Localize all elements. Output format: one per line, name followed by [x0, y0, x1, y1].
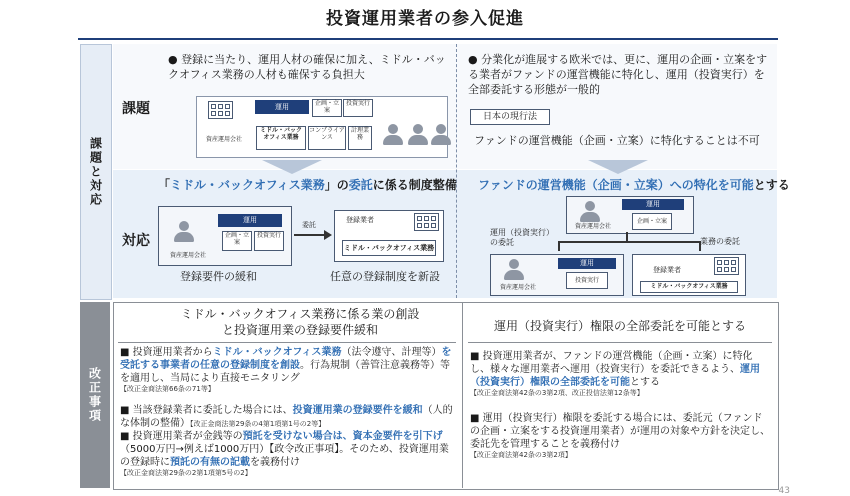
bullet-square-icon: ■ — [120, 347, 133, 358]
bullet-square-icon: ■ — [120, 405, 133, 416]
item-text: 当該登録業者に委託した場合には、 — [132, 405, 293, 416]
response-label: 対応 — [122, 233, 150, 249]
itaku-arrow-head — [324, 230, 332, 240]
item-reference: 【改正金商法第29条の4第1項第1号の2等】 — [190, 420, 326, 428]
law-label: 日本の現行法 — [470, 109, 550, 125]
keiri-box: 計理業務 — [348, 126, 372, 150]
company-label: 資産運用会社 — [499, 284, 536, 291]
person-icon — [504, 259, 524, 280]
title-rule — [78, 38, 778, 40]
page-title: 投資運用業者の参入促進 — [326, 9, 524, 29]
item-highlight: を受託する事業者の任意の登録制度を創設 — [120, 347, 452, 371]
middle-box: ミドル・バックオフィス業務 — [640, 281, 738, 293]
bullet-square-icon: ■ — [470, 413, 483, 424]
bottom-left-rule — [118, 342, 456, 343]
heading-highlight: ファンドの運営機能（企画・立案）への特化を可能 — [478, 178, 754, 192]
company-label: 資産運用会社 — [205, 136, 242, 143]
connector-line — [560, 241, 700, 243]
side-label-bottom: 改正事項 — [80, 302, 110, 488]
person-icon — [383, 124, 403, 145]
right-response-heading — [478, 176, 790, 193]
bottom-left-item-2 — [120, 404, 454, 430]
left-response-heading — [158, 176, 457, 193]
left-down-arrow — [262, 160, 322, 174]
bottom-left-item-1 — [120, 346, 454, 394]
item-text: （法令遵守、計理等） — [341, 347, 442, 358]
item-highlight: 投資運用業の登録要件を緩和 — [292, 405, 423, 416]
item-reference: 【改正金商法第66条の71等】 — [120, 385, 215, 393]
unyo-label: 運用 — [558, 258, 616, 269]
right-down-arrow — [588, 160, 648, 174]
unyo-itaku-label: 運用（投資実行）の委託 — [490, 228, 554, 247]
bottom-right-item-1 — [470, 350, 772, 398]
middle-box: ミドル・バックオフィス業務 — [342, 240, 436, 256]
building-icon — [414, 213, 439, 231]
bottom-left-item-3 — [120, 430, 454, 478]
item-text: 投資運用業者から — [132, 347, 213, 358]
kikaku-box: 企画・立案 — [312, 99, 342, 117]
item-text: （5000万円→例えば1000万円）【政令改正事項】。そのため、投資運用業の登録時に — [120, 444, 449, 468]
item-text: 投資運用業者が金銭等の — [132, 431, 243, 442]
item-text: 運用（投資実行）権限を委託する場合には、委託元（ファンドの企画・立案をする投資運用業者）が運用の対象や方針を決定し、委託先を管理することを義務付け — [470, 413, 770, 450]
vertical-divider — [456, 44, 457, 298]
person-icon — [408, 124, 428, 145]
compliance-box: コンプライアンス — [308, 126, 346, 150]
toshi-box: 投資実行 — [566, 272, 608, 289]
itaku-label: 委託 — [302, 221, 316, 229]
toshi-box: 投資実行 — [343, 99, 373, 117]
kikaku-box: 企画・立案 — [632, 213, 672, 230]
item-highlight: 預託を受けない場合は、資本金要件を引下げ — [242, 431, 443, 442]
item-reference: 【改正金商法第42条の3第2項】 — [470, 451, 572, 459]
bottom-right-rule — [468, 342, 772, 343]
page-number: 43 — [778, 486, 790, 496]
tourokusha-label: 登録業者 — [346, 216, 374, 224]
bullet-square-icon: ■ — [120, 431, 133, 442]
person-icon — [174, 221, 194, 242]
item-text: を義務付け — [250, 457, 300, 468]
building-icon — [208, 101, 233, 119]
connector-line — [626, 232, 628, 242]
unyo-label: 運用 — [622, 199, 684, 210]
connector-line — [558, 241, 560, 251]
issue-label: 課題 — [122, 101, 150, 117]
amendments-divider — [462, 302, 463, 488]
item-highlight: ミドル・バックオフィス業務 — [212, 347, 342, 358]
gyomu-itaku-label: 業務の委託 — [700, 237, 740, 246]
left-issue-bullet: ● 登録に当たり、運用人材の確保に加え、ミドル・バックオフィス業務の人材も確保する負担大 — [168, 53, 446, 81]
caption-new-registration: 任意の登録制度を新設 — [330, 270, 440, 283]
building-icon — [714, 257, 739, 275]
kikaku-box: 企画・立案 — [222, 231, 252, 251]
heading-text: に係る制度整備 — [372, 178, 457, 192]
heading-text: とする — [753, 178, 790, 192]
caption-relax: 登録要件の緩和 — [180, 270, 257, 283]
bottom-right-title: 運用（投資実行）権限の全部委託を可能とする — [493, 319, 746, 333]
itaku-arrow-line — [294, 234, 326, 236]
middle-box: ミドル・バックオフィス業務 — [256, 126, 306, 150]
side-label-top: 課題と対応 — [80, 44, 112, 300]
heading-highlight: ミドル・バックオフィス業務 — [170, 178, 325, 192]
item-highlight: 預託の有無の記載 — [170, 457, 250, 468]
bottom-right-item-2 — [470, 412, 772, 460]
law-text: ファンドの運営機能（企画・立案）に特化することは不可 — [474, 134, 760, 147]
toshi-box: 投資実行 — [254, 231, 284, 251]
unyo-label: 運用 — [218, 214, 282, 227]
person-icon — [431, 124, 451, 145]
item-text: 投資運用業者が、ファンドの運営機能（企画・立案）に特化し、様々な運用業者へ運用（投資実行）を委託できるよう、 — [470, 351, 753, 375]
bottom-left-title: ミドル・バックオフィス業務に係る業の創設と投資運用業の登録要件緩和 — [180, 307, 420, 337]
company-label: 資産運用会社 — [574, 223, 611, 230]
item-text: （人的な体制の整備） — [120, 405, 453, 429]
heading-text: 」の — [324, 178, 349, 192]
company-label: 資産運用会社 — [169, 252, 206, 259]
unyo-label: 運用 — [255, 100, 309, 114]
heading-highlight: 委託 — [348, 178, 373, 192]
item-reference: 【改正金商法第42条の3第2項、改正投信法第12条等】 — [470, 389, 644, 397]
item-reference: 【改正金商法第29条の2第1項第5号の2】 — [120, 469, 252, 477]
item-text: 。行為規制（善管注意義務等）等を適用し、当局により直接モニタリング — [120, 360, 450, 384]
item-highlight: 運用（投資実行）権限の全部委託を可能 — [470, 364, 760, 388]
item-text: とする — [630, 377, 660, 388]
person-icon — [580, 201, 600, 222]
tourokusha-label: 登録業者 — [653, 266, 681, 274]
heading-text: 「 — [158, 178, 171, 192]
right-issue-bullet: ● 分業化が進展する欧米では、更に、運用の企画・立案をする業者がファンドの運営機能に特化し、運用（投資実行）を全部委託する形態が一般的 — [468, 53, 768, 96]
bullet-square-icon: ■ — [470, 351, 483, 362]
